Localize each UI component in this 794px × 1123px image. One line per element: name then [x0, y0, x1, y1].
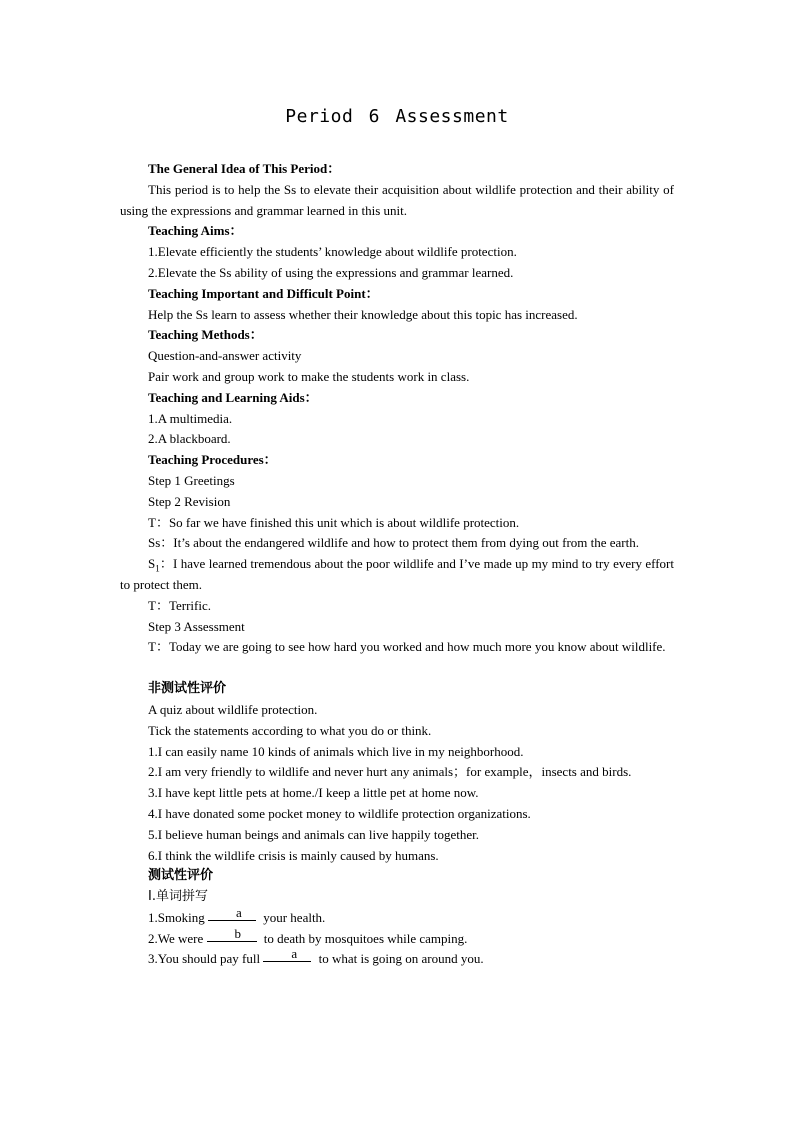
- answer-blank[interactable]: [207, 925, 257, 942]
- blank-hint-letter: a: [235, 904, 242, 920]
- student-1-text: ：I have learned tremendous about the poor wildlife and I’ve made up my mind to try every effort to protect them.: [120, 556, 674, 592]
- answer-blank[interactable]: [208, 904, 256, 921]
- spelling-part-title: Ⅰ.单词拼写: [148, 889, 208, 905]
- important-point-heading: Teaching Important and Difficult Point：: [148, 285, 379, 301]
- student-1-line: [120, 554, 674, 596]
- quiz-instruction: Tick the statements according to what you do or think.: [148, 722, 432, 738]
- quiz-statement: 6.I think the wildlife crisis is mainly caused by humans.: [148, 847, 439, 863]
- spelling-item-text: 3.You should pay full: [148, 951, 264, 967]
- aids-heading: Teaching and Learning Aids：: [148, 389, 318, 405]
- students-line: Ss：It’s about the endangered wildlife and how to protect them from dying out from the earth.: [148, 535, 639, 551]
- step-3: Step 3 Assessment: [148, 618, 245, 634]
- blank-hint-letter: a: [291, 946, 298, 962]
- method-item: Pair work and group work to make the students work in class.: [148, 368, 470, 384]
- page-title: Period 6 Assessment: [285, 106, 509, 127]
- method-item: Question-and-answer activity: [148, 348, 302, 364]
- spelling-item-text: to death by mosquitoes while camping.: [260, 930, 468, 946]
- teaching-aim-item: 2.Elevate the Ss ability of using the expressions and grammar learned.: [148, 264, 514, 280]
- blank-hint-letter: b: [234, 925, 242, 941]
- methods-heading: Teaching Methods：: [148, 327, 263, 343]
- teaching-aims-heading: Teaching Aims：: [148, 223, 243, 239]
- general-idea-heading: The General Idea of This Period：: [148, 161, 341, 176]
- spelling-item: [120, 946, 674, 970]
- section-gap: [120, 658, 674, 679]
- teacher-line: T：So far we have finished this unit which is about wildlife protection.: [148, 514, 520, 530]
- student-1-label: S: [148, 556, 156, 572]
- aid-item: 2.A blackboard.: [148, 431, 231, 447]
- quiz-statement: 2.I am very friendly to wildlife and never hurt any animals；for example，insects and birds.: [148, 764, 632, 780]
- spelling-item-text: to what is going on around you.: [315, 951, 484, 967]
- general-idea-text: This period is to help the Ss to elevate their acquisition about wildlife protection and their ability of using the expressions and grammar learned in this unit.: [120, 181, 674, 218]
- quiz-statement: 4.I have donated some pocket money to wildlife protection organizations.: [148, 805, 531, 821]
- aid-item: 1.A multimedia.: [148, 410, 233, 426]
- quiz-statement: 5.I believe human beings and animals can live happily together.: [148, 826, 480, 842]
- step-1: Step 1 Greetings: [148, 472, 235, 488]
- quiz-statement: 3.I have kept little pets at home./I keep a little pet at home now.: [148, 785, 479, 801]
- important-point-text: Help the Ss learn to assess whether their knowledge about this topic has increased.: [148, 306, 578, 322]
- answer-blank[interactable]: [263, 946, 311, 962]
- spelling-item-text: 2.We were: [148, 930, 207, 946]
- teaching-aim-item: 1.Elevate efficiently the students’ knowledge about wildlife protection.: [148, 244, 517, 260]
- spelling-item: [120, 925, 674, 950]
- spelling-item-text: 1.Smoking: [148, 909, 208, 925]
- test-heading: 测试性评价: [148, 868, 214, 884]
- document-body: [120, 159, 674, 970]
- student-1-subscript: 1: [155, 563, 160, 574]
- quiz-statement: 1.I can easily name 10 kinds of animals which live in my neighborhood.: [148, 743, 524, 759]
- teacher-line: T：Today we are going to see how hard you worked and how much more you know about wildlife.: [148, 639, 666, 655]
- spelling-item: [120, 904, 674, 929]
- spelling-item-text: your health.: [259, 909, 326, 925]
- procedures-heading: Teaching Procedures：: [148, 452, 277, 468]
- step-2: Step 2 Revision: [148, 493, 231, 509]
- teacher-line: T：Terrific.: [148, 597, 211, 613]
- quiz-intro: A quiz about wildlife protection.: [148, 701, 318, 717]
- non-test-heading: 非测试性评价: [148, 681, 227, 697]
